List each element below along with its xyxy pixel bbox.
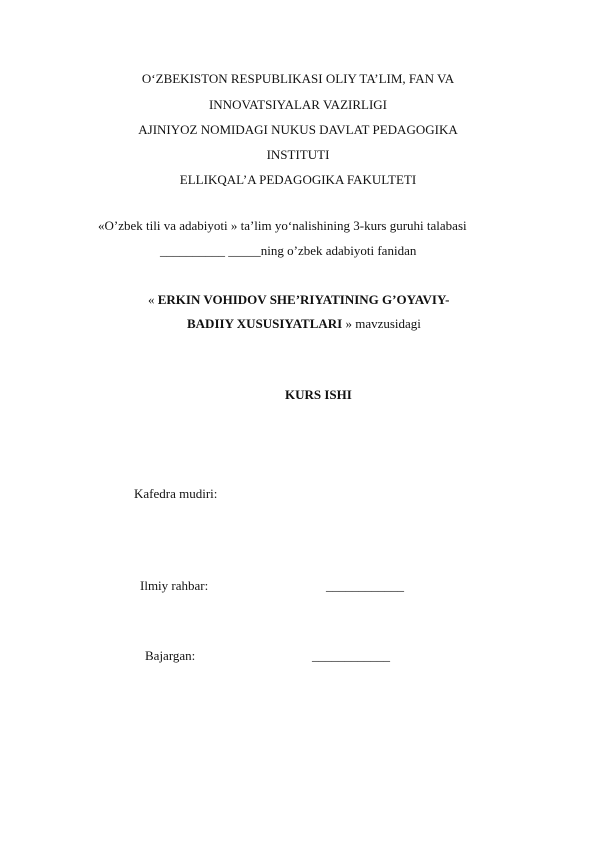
ministry-line-2: INNOVATSIYALAR VAZIRLIGI [208, 97, 388, 112]
performer-label: Bajargan: [145, 648, 196, 663]
topic-title-line-1: ERKIN VOHIDOV SHE’RIYATINING G’OYAVIY- [157, 292, 450, 307]
head-of-department-label: Kafedra mudiri: [134, 486, 218, 501]
advisor-label: Ilmiy rahbar: [140, 578, 209, 593]
advisor-signature-blank: ____________ [326, 578, 404, 593]
topic-title-line-2: BADIIY XUSUSIYATLARI [187, 316, 343, 331]
student-line-2: __________ _____ning o’zbek adabiyoti fanidan [160, 243, 417, 258]
institute-line-2: INSTITUTI [266, 147, 330, 162]
topic-open-quote: « [148, 292, 158, 307]
ministry-line-1: O‘ZBEKISTON RESPUBLIKASI OLIY TA’LIM, FAN VA [141, 71, 455, 86]
topic-line-2 [187, 316, 421, 332]
topic-suffix: » mavzusidagi [342, 316, 421, 331]
performer-signature-blank: ____________ [312, 648, 390, 663]
student-line-1: «O’zbek tili va adabiyoti » ta’lim yo‘nalishining 3-kurs guruhi talabasi [98, 218, 467, 233]
institute-line-1: AJINIYOZ NOMIDAGI NUKUS DAVLAT PEDAGOGIKA [138, 122, 458, 137]
document-type: KURS ISHI [285, 387, 352, 402]
topic-line-1 [148, 292, 449, 308]
faculty-name: ELLIKQAL’A PEDAGOGIKA FAKULTETI [179, 172, 417, 187]
